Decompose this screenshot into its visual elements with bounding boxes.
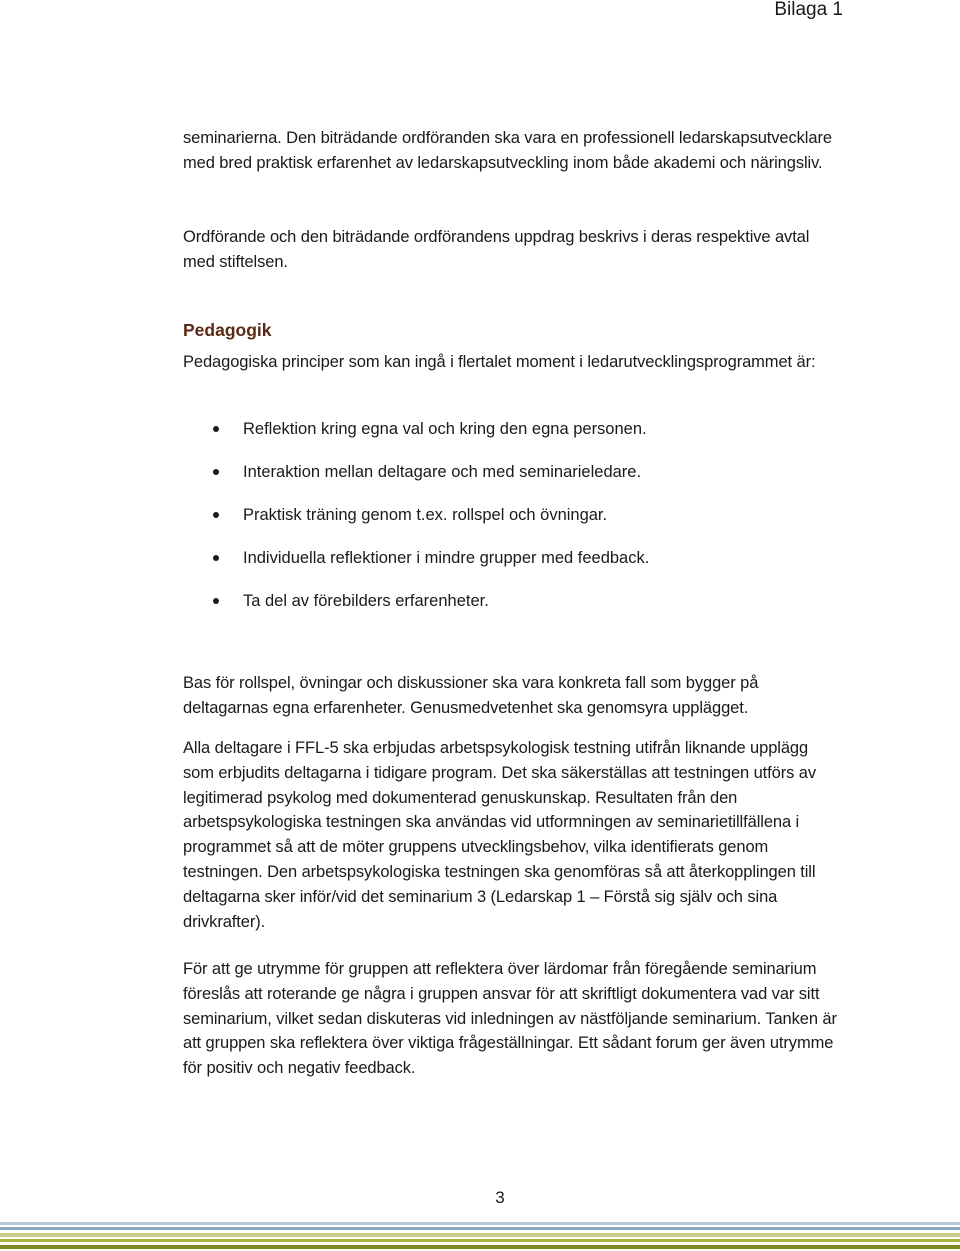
list-item	[183, 589, 843, 632]
bullet-icon	[213, 426, 219, 432]
footer-stripe	[0, 1245, 960, 1249]
list-item-text: Reflektion kring egna val och kring den egna personen.	[243, 420, 647, 438]
paragraph-roleplay-basis: Bas för rollspel, övningar och diskussioner ska vara konkreta fall som bygger på deltagarnas egna erfarenheter. Genusmedvetenhet ska genomsyra upplägget.	[183, 674, 759, 717]
paragraph-group-reflection: För att ge utrymme för gruppen att reflektera över lärdomar från föregående seminarium föreslås att roterande ge några i gruppen ansvar för att skriftligt dokumentera vad var sitt seminarium, vilket sedan diskuteras vid inledningen av nästföljande seminarium. Tanken är att gruppen ska reflektera över viktiga frågeställningar. Ett sådant forum ger även utrymme för positiv och negativ feedback.	[183, 960, 837, 1078]
list-item	[183, 417, 843, 460]
footer-decorative-stripes	[0, 1222, 960, 1251]
list-item	[183, 546, 843, 589]
paragraph-pedagogical-principles: Pedagogiska principer som kan ingå i flertalet moment i ledarutvecklingsprogrammet är:	[183, 353, 816, 371]
footer-stripe	[0, 1222, 960, 1225]
list-item	[183, 503, 843, 546]
appendix-label: Bilaga 1	[774, 0, 843, 20]
list-item-text: Ta del av förebilders erfarenheter.	[243, 592, 489, 610]
footer-stripe	[0, 1239, 960, 1242]
paragraph-psychological-testing: Alla deltagare i FFL-5 ska erbjudas arbetspsykologisk testning utifrån liknande upplägg som erbjudits deltagarna i tidigare program. Det ska säkerställas att testningen utförs av legitimerad psykolog med dokumenterad genuskunskap. Resultaten från den arbetspsykologiska testningen ska användas vid utformningen av seminarietillfällena i programmet så att de möter gruppens utvecklingsbehov, vilka identifierats genom testningen. Den arbetspsykologiska testningen ska genomföras så att återkopplingen till deltagarna sker inför/vid det seminarium 3 (Ledarskap 1 – Förstå sig själv och sina drivkrafter).	[183, 739, 816, 931]
list-item-text: Individuella reflektioner i mindre grupper med feedback.	[243, 549, 650, 567]
page-number: 3	[495, 1188, 505, 1207]
list-item-text: Interaktion mellan deltagare och med seminarieledare.	[243, 463, 642, 481]
bullet-icon	[213, 512, 219, 518]
footer-stripe	[0, 1227, 960, 1230]
bullet-icon	[213, 598, 219, 604]
list-item-text: Praktisk träning genom t.ex. rollspel och övningar.	[243, 506, 608, 524]
principles-bullet-list	[183, 417, 843, 632]
footer-stripe	[0, 1233, 960, 1237]
list-item	[183, 460, 843, 503]
paragraph-chair-assignment: Ordförande och den biträdande ordförandens uppdrag beskrivs i deras respektive avtal med stiftelsen.	[183, 228, 810, 271]
bullet-icon	[213, 469, 219, 475]
section-heading-pedagogik: Pedagogik	[183, 320, 272, 340]
paragraph-chair-qualifications: seminarierna. Den biträdande ordföranden ska vara en professionell ledarskapsutvecklare med bred praktisk erfarenhet av ledarskapsutveckling inom både akademi och näringsliv.	[183, 129, 832, 172]
bullet-icon	[213, 555, 219, 561]
